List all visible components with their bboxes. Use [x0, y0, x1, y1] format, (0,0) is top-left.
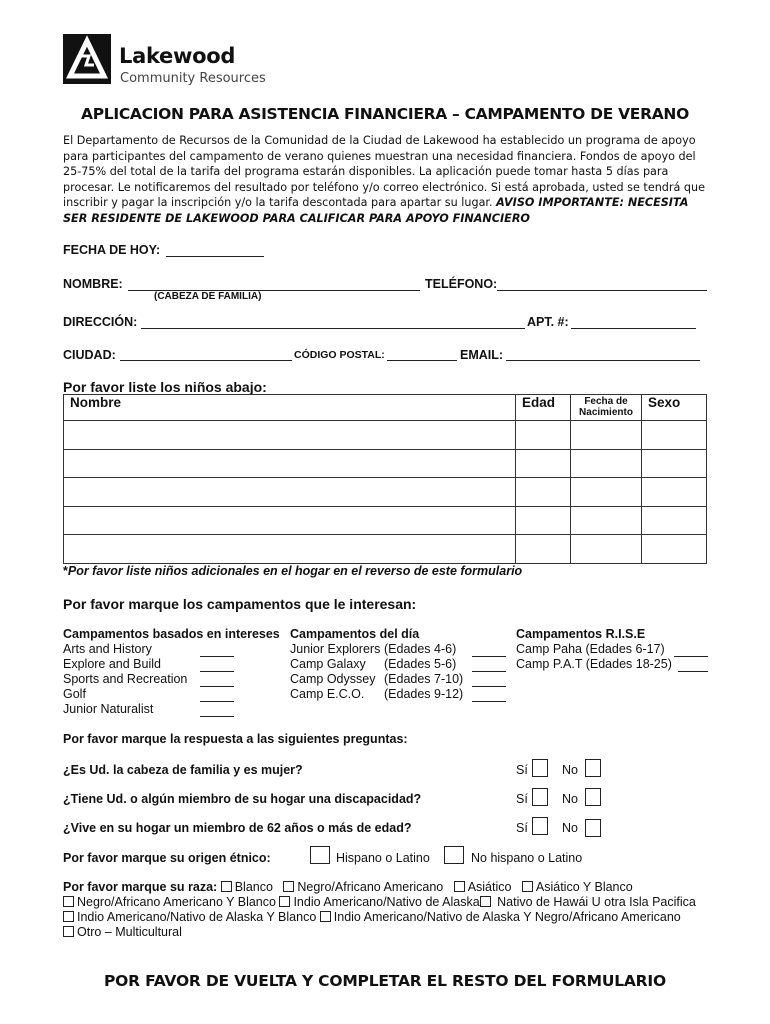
- intro-text: El Departamento de Recursos de la Comunidad de la Ciudad de Lakewood ha establecido un programa de apoyo para participantes del campamento de verano quienes muestran una necesidad financiera. Fondos de apoyo del 25-75% del total de la tarifa del programa estarán disponibles. La aplicación puede tomar hasta 5 días para procesar. Le notificaremos del resultado por teléfono y/o correo electrónico. Si está aprobada, usted se tendrá que inscribir y pagar la inscripción y/o la tarifa descontada para apartar su lugar.: [63, 134, 705, 210]
- camps-heading: Por favor marque los campamentos que le interesan:: [63, 596, 417, 612]
- table-cell[interactable]: [64, 478, 516, 507]
- non-hispanic-label: No hispano o Latino: [471, 851, 583, 865]
- yes-label: Sí: [516, 821, 528, 835]
- camp-blank[interactable]: [200, 706, 234, 717]
- race-checkbox[interactable]: [221, 881, 232, 892]
- camp-blank[interactable]: [200, 646, 234, 657]
- telefono-label: TELÉFONO:: [425, 277, 498, 291]
- table-cell[interactable]: [571, 478, 642, 507]
- camp-item: Golf: [63, 687, 86, 701]
- race-row-2: [63, 895, 696, 909]
- camps-col2-title: Campamentos del día: [290, 627, 420, 641]
- question-2: ¿Tiene Ud. o algún miembro de su hogar una discapacidad?: [63, 792, 422, 806]
- race-option: Indio Americano/Nativo de Alaska Y Blanco: [77, 910, 317, 924]
- ethnic-label: Por favor marque su origen étnico:: [63, 851, 271, 865]
- camp-blank[interactable]: [472, 691, 506, 702]
- no-checkbox[interactable]: [585, 788, 601, 806]
- no-checkbox[interactable]: [585, 819, 601, 837]
- direccion-label: DIRECCIÓN:: [63, 315, 138, 329]
- no-checkbox[interactable]: [585, 759, 601, 777]
- race-option: Asiático: [467, 880, 512, 894]
- camp-blank[interactable]: [200, 691, 234, 702]
- race-row-3: [63, 910, 681, 924]
- table-cell[interactable]: [571, 421, 642, 450]
- race-checkbox[interactable]: [454, 881, 465, 892]
- table-row: [64, 478, 707, 507]
- camp-ages: (Edades 5-6): [384, 657, 457, 671]
- yes-checkbox[interactable]: [532, 788, 548, 806]
- race-checkbox[interactable]: [320, 911, 331, 922]
- lakewood-logo-icon: [63, 34, 111, 84]
- apt-field[interactable]: [571, 328, 696, 329]
- fecha-field[interactable]: [166, 256, 264, 257]
- table-cell[interactable]: [516, 449, 571, 478]
- camp-item: Junior Naturalist: [63, 702, 154, 716]
- fecha-label: FECHA DE HOY:: [63, 243, 161, 257]
- camp-blank[interactable]: [472, 661, 506, 672]
- race-option: Negro/Africano Americano: [297, 880, 444, 894]
- camp-blank[interactable]: [200, 676, 234, 687]
- race-option: Blanco: [234, 880, 273, 894]
- camp-blank[interactable]: [200, 661, 234, 672]
- camp-item: Sports and Recreation: [63, 672, 188, 686]
- race-checkbox[interactable]: [522, 881, 533, 892]
- codigo-label: CÓDIGO POSTAL:: [294, 349, 385, 361]
- camp-item: Camp Paha (Edades 6-17): [516, 642, 665, 656]
- table-cell[interactable]: [64, 421, 516, 450]
- non-hispanic-checkbox[interactable]: [444, 846, 464, 864]
- form-title: APLICACION PARA ASISTENCIA FINANCIERA – CAMPAMENTO DE VERANO: [81, 105, 689, 123]
- race-checkbox[interactable]: [480, 896, 491, 907]
- no-label: No: [562, 821, 578, 835]
- camp-item: Explore and Build: [63, 657, 161, 671]
- email-field[interactable]: [506, 360, 700, 361]
- table-cell[interactable]: [516, 506, 571, 535]
- yes-checkbox[interactable]: [532, 759, 548, 777]
- camp-item: Camp P.A.T (Edades 18-25): [516, 657, 672, 671]
- ciudad-field[interactable]: [120, 360, 292, 361]
- ciudad-label: CIUDAD:: [63, 348, 116, 362]
- col-nombre: Nombre: [64, 395, 516, 421]
- table-cell[interactable]: [571, 449, 642, 478]
- table-cell[interactable]: [571, 535, 642, 564]
- camp-blank[interactable]: [472, 676, 506, 687]
- camp-ages: (Edades 9-12): [384, 687, 464, 701]
- camp-item: Junior Explorers: [290, 642, 381, 656]
- table-cell[interactable]: [642, 535, 707, 564]
- camp-item: Arts and History: [63, 642, 152, 656]
- yes-label: Sí: [516, 792, 528, 806]
- logo-name: Lakewood: [119, 44, 236, 68]
- no-label: No: [562, 763, 578, 777]
- table-cell[interactable]: [516, 535, 571, 564]
- table-cell[interactable]: [64, 449, 516, 478]
- race-label: Por favor marque su raza:: [63, 880, 218, 894]
- nombre-label: NOMBRE:: [63, 277, 123, 291]
- hispanic-checkbox[interactable]: [310, 846, 330, 864]
- camp-blank[interactable]: [678, 661, 708, 672]
- footer-instruction: POR FAVOR DE VUELTA Y COMPLETAR EL RESTO DEL FORMULARIO: [104, 972, 666, 990]
- children-table: [63, 394, 707, 564]
- camp-item: Camp E.C.O.: [290, 687, 365, 701]
- race-option: Nativo de Hawái U otra Isla Pacifica: [497, 895, 696, 909]
- table-cell[interactable]: [642, 506, 707, 535]
- no-label: No: [562, 792, 578, 806]
- table-row: [64, 506, 707, 535]
- table-row: [64, 421, 707, 450]
- camp-ages: (Edades 7-10): [384, 672, 464, 686]
- questions-heading: Por favor marque la respuesta a las siguientes preguntas:: [63, 732, 408, 746]
- camp-ages: (Edades 4-6): [384, 642, 457, 656]
- race-checkbox[interactable]: [63, 926, 74, 937]
- cabeza-label: (CABEZA DE FAMILIA): [154, 291, 262, 302]
- camp-blank[interactable]: [472, 646, 506, 657]
- race-checkbox[interactable]: [63, 896, 74, 907]
- table-cell[interactable]: [64, 535, 516, 564]
- hispanic-label: Hispano o Latino: [336, 851, 430, 865]
- codigo-field[interactable]: [387, 360, 457, 361]
- camp-blank[interactable]: [674, 646, 708, 657]
- camp-item: Camp Odyssey: [290, 672, 376, 686]
- email-label: EMAIL:: [460, 348, 504, 362]
- race-option: Indio Americano/Nativo de Alaska Y Negro/Africano Americano: [333, 910, 681, 924]
- table-row: [64, 535, 707, 564]
- intro-paragraph: [63, 133, 711, 227]
- question-3: ¿Vive en su hogar un miembro de 62 años o más de edad?: [63, 821, 412, 835]
- yes-label: Sí: [516, 763, 528, 777]
- col-fecha: Fecha de Nacimiento: [571, 395, 642, 421]
- children-heading: Por favor liste los niños abajo:: [63, 379, 267, 395]
- table-cell[interactable]: [64, 506, 516, 535]
- table-cell[interactable]: [516, 421, 571, 450]
- race-checkbox[interactable]: [283, 881, 294, 892]
- camps-col1-title: Campamentos basados en intereses: [63, 627, 280, 641]
- table-cell[interactable]: [642, 421, 707, 450]
- race-option: Otro – Multicultural: [77, 925, 182, 939]
- question-1: ¿Es Ud. la cabeza de familia y es mujer?: [63, 763, 303, 777]
- table-cell[interactable]: [642, 449, 707, 478]
- race-row-4: [63, 925, 182, 939]
- race-option: Asiático Y Blanco: [535, 880, 633, 894]
- table-row: [64, 449, 707, 478]
- col-sexo: Sexo: [642, 395, 707, 421]
- table-cell[interactable]: [516, 478, 571, 507]
- race-option: Negro/Africano Americano Y Blanco: [77, 895, 276, 909]
- race-option: Indio Americano/Nativo de Alaska: [293, 895, 480, 909]
- col-edad: Edad: [516, 395, 571, 421]
- apt-label: APT. #:: [527, 315, 569, 329]
- race-row-1: [63, 880, 633, 894]
- intro-notice: AVISO IMPORTANTE: NECESITA SER RESIDENTE DE LAKEWOOD PARA CALIFICAR PARA APOYO FINANCIERO: [63, 196, 689, 225]
- race-checkbox[interactable]: [279, 896, 290, 907]
- camp-item: Camp Galaxy: [290, 657, 366, 671]
- table-cell[interactable]: [571, 506, 642, 535]
- camps-col3-title: Campamentos R.I.S.E: [516, 627, 646, 641]
- yes-checkbox[interactable]: [532, 817, 548, 835]
- logo-subtitle: Community Resources: [120, 71, 266, 86]
- table-cell[interactable]: [642, 478, 707, 507]
- telefono-field[interactable]: [497, 290, 707, 291]
- race-checkbox[interactable]: [63, 911, 74, 922]
- direccion-field[interactable]: [141, 328, 525, 329]
- children-note: *Por favor liste niños adicionales en el hogar en el reverso de este formulario: [63, 564, 523, 578]
